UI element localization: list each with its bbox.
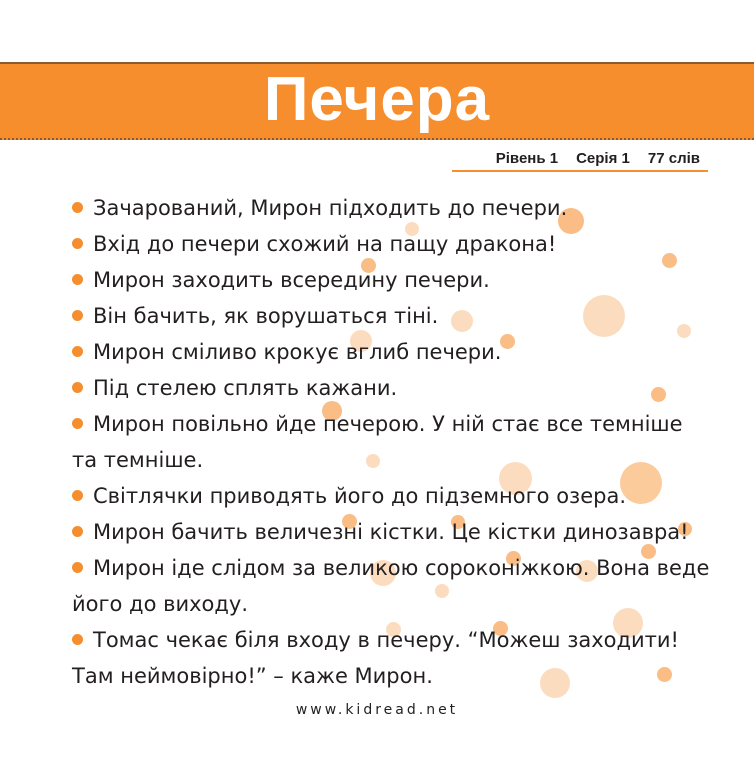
book-meta [452, 150, 708, 172]
bullet-icon [72, 382, 83, 393]
bullet-icon [72, 238, 83, 249]
bullet-icon [72, 274, 83, 285]
story-line: Мирон сміливо крокує вглиб печери. [72, 334, 712, 370]
bullet-icon [72, 490, 83, 501]
bullet-icon [72, 562, 83, 573]
bullet-icon [72, 346, 83, 357]
story-text [72, 190, 712, 694]
story-line: Томас чекає біля входу в печеру. “Можеш заходити! Там неймовірно!” – каже Мирон. [72, 628, 679, 688]
site-url: www.kidread.net [295, 702, 459, 718]
level-label: Рівень 1 [495, 150, 559, 167]
bullet-icon [72, 634, 83, 645]
series-label: Серія 1 [576, 150, 630, 167]
story-line: Мирон заходить всередину печери. [72, 262, 712, 298]
story-line: Під стелею сплять кажани. [72, 370, 712, 406]
story-line: Мирон іде слідом за великою сороконіжкою. Вона веде його до виходу. [72, 556, 710, 616]
bullet-icon [72, 310, 83, 321]
story-line: Він бачить, як ворушаться тіні. [72, 298, 712, 334]
story-line: Світлячки приводять його до підземного озера. [72, 478, 712, 514]
page-title: Печера [263, 65, 491, 134]
story-line: Зачарований, Мирон підходить до печери. [72, 190, 712, 226]
word-count: 77 слів [647, 150, 700, 167]
bullet-icon [72, 526, 83, 537]
story-line: Мирон повільно йде печерою. У ній стає все темніше та темніше. [72, 412, 683, 472]
bullet-icon [72, 418, 83, 429]
story-line: Вхід до печери схожий на пащу дракона! [72, 226, 712, 262]
bullet-icon [72, 202, 83, 213]
story-line: Мирон бачить величезні кістки. Це кістки динозавра! [72, 514, 712, 550]
